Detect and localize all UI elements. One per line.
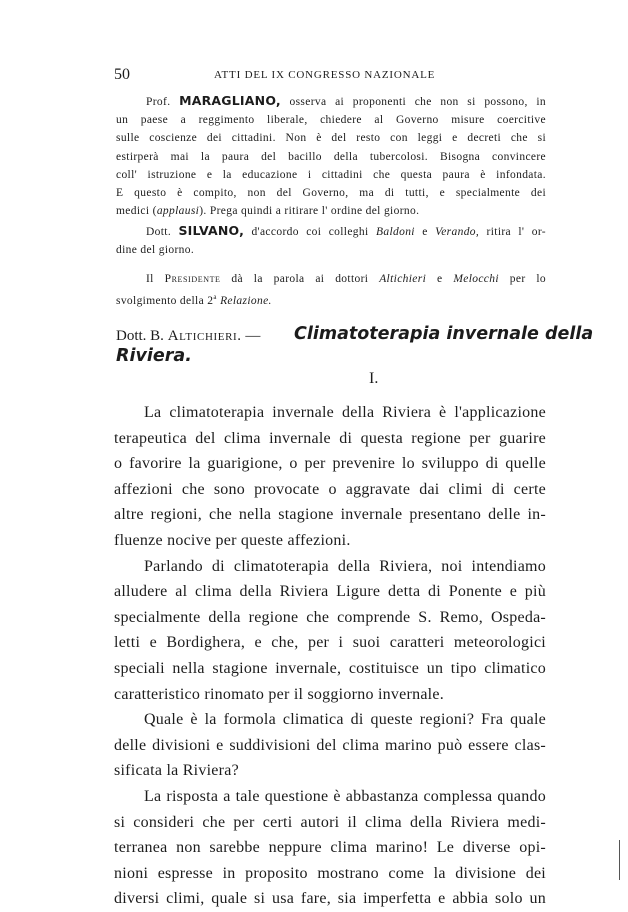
- text-line: terranea non sarebbe neppure clima marino! Le diverse opi-: [114, 839, 546, 857]
- text-line: medici (applausi). Prega quindi a ritirare l' ordine del giorno.: [116, 205, 420, 218]
- text-line: delle divisioni e suddivisioni del clima marino può essere clas-: [114, 736, 546, 754]
- text-line: sificata la Riviera?: [114, 762, 239, 780]
- maragliano-paragraph: [116, 92, 546, 220]
- text-line: dine del giorno.: [116, 244, 195, 257]
- section-author: Dott. B. Altichieri. —: [116, 328, 261, 344]
- scan-edge-mark: [619, 840, 620, 880]
- text-line: affezioni che sono provocate o aggravate dai climi di certe: [114, 480, 546, 498]
- text-line: estirperà mai la paura del bacillo della tubercolosi. Bisogna convincere: [116, 150, 546, 163]
- text-line: letti e Bordighera, e che, per i suoi caratteri meteorologici: [114, 634, 546, 652]
- text-line: Parlando di climatoterapia della Riviera, noi intendiamo: [144, 557, 546, 575]
- text-line: svolgimento della 2$^a$ Relazione.: [116, 293, 272, 308]
- speaker-name: SILVANO,: [178, 223, 245, 238]
- section-title: Climatoterapia invernale della: [294, 324, 594, 344]
- text-line: speciali nella stagione invernale, costituisce un tipo climatico: [114, 659, 546, 677]
- text-line: Prof. MARAGLIANO, osserva ai proponenti che non si possono, in: [146, 93, 546, 108]
- section-numeral: I.: [369, 370, 379, 387]
- text-line: La climatoterapia invernale della Riviera è l'applicazione: [144, 404, 546, 421]
- text-line: Il Presidente dà la parola ai dottori Altichieri e Melocchi per lo: [146, 273, 546, 285]
- text-line: coll' istruzione e la educazione i cittadini che questa paura è infondata.: [116, 168, 546, 181]
- text-line: fluenze nocive per queste affezioni.: [114, 531, 351, 549]
- section-title-cont: Riviera.: [116, 346, 192, 366]
- text-line: si consideri che per certi autori il clima della Riviera medi-: [114, 813, 546, 831]
- running-head: [114, 66, 546, 86]
- text-line: alludere al clima della Riviera Ligure detta di Ponente e più: [114, 583, 546, 601]
- text-line: specialmente della regione che comprende S. Remo, Ospeda-: [114, 608, 546, 626]
- text-line: La risposta a tale questione è abbastanza complessa quando: [144, 787, 546, 805]
- text-line: nioni espresse in proposito mostrano come la divisione dei: [114, 864, 546, 882]
- text-line: Quale è la formola climatica di queste regioni? Fra quale: [144, 711, 546, 729]
- silvano-paragraph: [116, 222, 546, 259]
- text-line: o favorire la guarigione, o per prevenire lo sviluppo di quelle: [114, 455, 546, 473]
- text-line: E questo è compito, non del Governo, ma di tutti, e specialmente dei: [116, 187, 546, 200]
- presidente-paragraph: [116, 270, 546, 310]
- text-line: un paese a reggimento liberale, chiedere al Governo misure coercitive: [116, 114, 546, 127]
- text-line: diversi climi, quale si usa fare, sia imperfetta e abbia solo un: [114, 890, 546, 908]
- text-line: terapeutica del clima invernale di questa regione per guarire: [114, 429, 546, 447]
- body-text: [114, 400, 546, 912]
- running-title: ATTI DEL IX CONGRESSO NAZIONALE: [214, 69, 436, 81]
- text-line: sulle coscienze dei cittadini. Non è del resto con leggi e decreti che si: [116, 132, 546, 145]
- text-line: altre regioni, che nella stagione invernale presentano delle in-: [114, 506, 546, 524]
- text-line: Dott. SILVANO, d'accordo coi colleghi Baldoni e Verando, ritira l' or-: [146, 223, 546, 238]
- speaker-name: MARAGLIANO,: [179, 93, 281, 108]
- page-number: 50: [114, 66, 130, 83]
- text-line: caratteristico rinomato per il soggiorno invernale.: [114, 685, 444, 703]
